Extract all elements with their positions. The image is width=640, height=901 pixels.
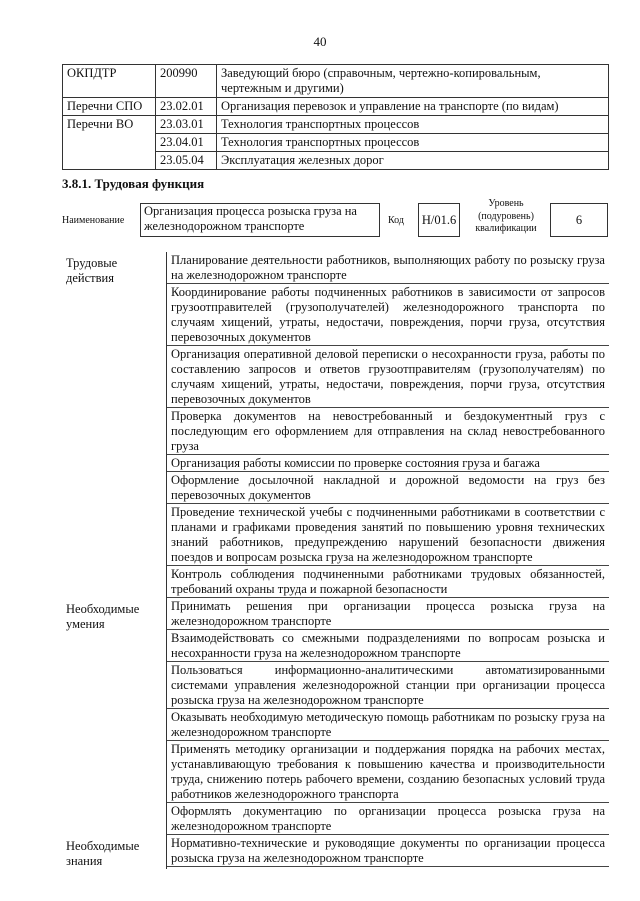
list-item: Пользоваться информационно-аналитическими автоматизированными системами управления железнодорожной станции при организации процесса розыска груза на железнодорожном транспорте xyxy=(167,662,609,709)
table-row xyxy=(63,152,609,170)
group-label: Необходимые умения xyxy=(66,602,140,631)
table-row xyxy=(63,134,609,152)
name-cell: Заведующий бюро (справочным, чертежно-копировальным, чертежным и другими) xyxy=(217,65,609,98)
name-cell: Технология транспортных процессов xyxy=(217,134,609,152)
function-code-label: Код xyxy=(388,215,404,226)
table-row xyxy=(63,98,609,116)
name-cell: Технология транспортных процессов xyxy=(217,116,609,134)
list-item: Проверка документов на невостребованный и бездокументный груз с последующим его оформлением для отправления на склад невостребованного груза xyxy=(167,408,609,455)
function-name: Организация процесса розыска груза на железнодорожном транспорте xyxy=(140,203,380,237)
list-item: Организация работы комиссии по проверке состояния груза и багажа xyxy=(167,455,609,472)
list-item: Контроль соблюдения подчиненными работниками трудовых обязанностей, требований охраны труда и пожарной безопасности xyxy=(167,566,609,598)
list-item: Координирование работы подчиненных работников в зависимости от запросов грузоотправителей (грузополучателей) железнодорожного транспорта по случаям хищений, утраты, недостачи, повреждения, порчи груза, отсутствия перевозочных документов xyxy=(167,284,609,346)
code-cell: 23.04.01 xyxy=(156,134,217,152)
code-cell: 23.05.04 xyxy=(156,152,217,170)
group-label: Трудовые действия xyxy=(66,256,118,285)
function-code: H/01.6 xyxy=(418,203,460,237)
codes-table xyxy=(62,64,609,170)
list-item: Принимать решения при организации процесса розыска груза на железнодорожном транспорте xyxy=(167,598,609,630)
list-item: Взаимодействовать со смежными подразделениями по вопросам розыска и несохранности груза на железнодорожном транспорте xyxy=(167,630,609,662)
list-item: Оформление досылочной накладной и дорожной ведомости на груз без перевозочных документов xyxy=(167,472,609,504)
required-knowledge-group xyxy=(62,835,609,869)
name-cell: Организация перевозок и управление на транспорте (по видам) xyxy=(217,98,609,116)
labor-actions-group xyxy=(62,252,609,598)
list-item: Организация оперативной деловой переписки о несохранности груза, работы по составлению запросов и ответов грузоотправителям (грузополучателям) по случаям хищений, утраты, недостачи, повреждения, порчи груза, отсутствия перевозочных документов xyxy=(167,346,609,408)
name-cell: Эксплуатация железных дорог xyxy=(217,152,609,170)
table-row xyxy=(63,65,609,98)
code-cell: 23.03.01 xyxy=(156,116,217,134)
function-details-table xyxy=(62,252,609,869)
qualification-level-label: Уровень (подуровень) квалификации xyxy=(475,198,537,234)
function-name-label: Наименование xyxy=(62,215,125,226)
classifier-cell xyxy=(63,134,156,152)
group-label: Необходимые знания xyxy=(66,839,140,868)
required-skills-group xyxy=(62,598,609,835)
classifier-cell: Перечни СПО xyxy=(63,98,156,116)
list-item: Нормативно-технические и руководящие документы по организации процесса розыска груза на железнодорожном транспорте xyxy=(167,835,609,867)
classifier-cell: Перечни ВО xyxy=(63,116,156,134)
classifier-cell: ОКПДТР xyxy=(63,65,156,98)
list-item: Оказывать необходимую методическую помощь работникам по розыску груза на железнодорожном транспорте xyxy=(167,709,609,741)
classifier-cell xyxy=(63,152,156,170)
code-cell: 200990 xyxy=(156,65,217,98)
table-row xyxy=(63,116,609,134)
list-item: Применять методику организации и поддержания порядка на рабочих местах, устанавливающую требования к повышению качества и производительности труда, снижению потерь рабочего времени, созданию безопасных условий труда работников железнодорожного транспорта xyxy=(167,741,609,803)
section-title: 3.8.1. Трудовая функция xyxy=(62,176,205,191)
function-header xyxy=(62,198,609,242)
list-item: Планирование деятельности работников, выполняющих работу по розыску груза на железнодорожном транспорте xyxy=(167,252,609,284)
page-number: 40 xyxy=(313,34,327,49)
code-cell: 23.02.01 xyxy=(156,98,217,116)
qualification-level: 6 xyxy=(550,203,608,237)
list-item: Проведение технической учебы с подчиненными работниками в соответствии с планами и графиками проведения занятий по повышению уровня технических знаний работников, предупреждению нарушений безопасности движения поездов и вопросам розыска груза на железнодорожном транспорте xyxy=(167,504,609,566)
list-item: Оформлять документацию по организации процесса розыска груза на железнодорожном транспорте xyxy=(167,803,609,835)
